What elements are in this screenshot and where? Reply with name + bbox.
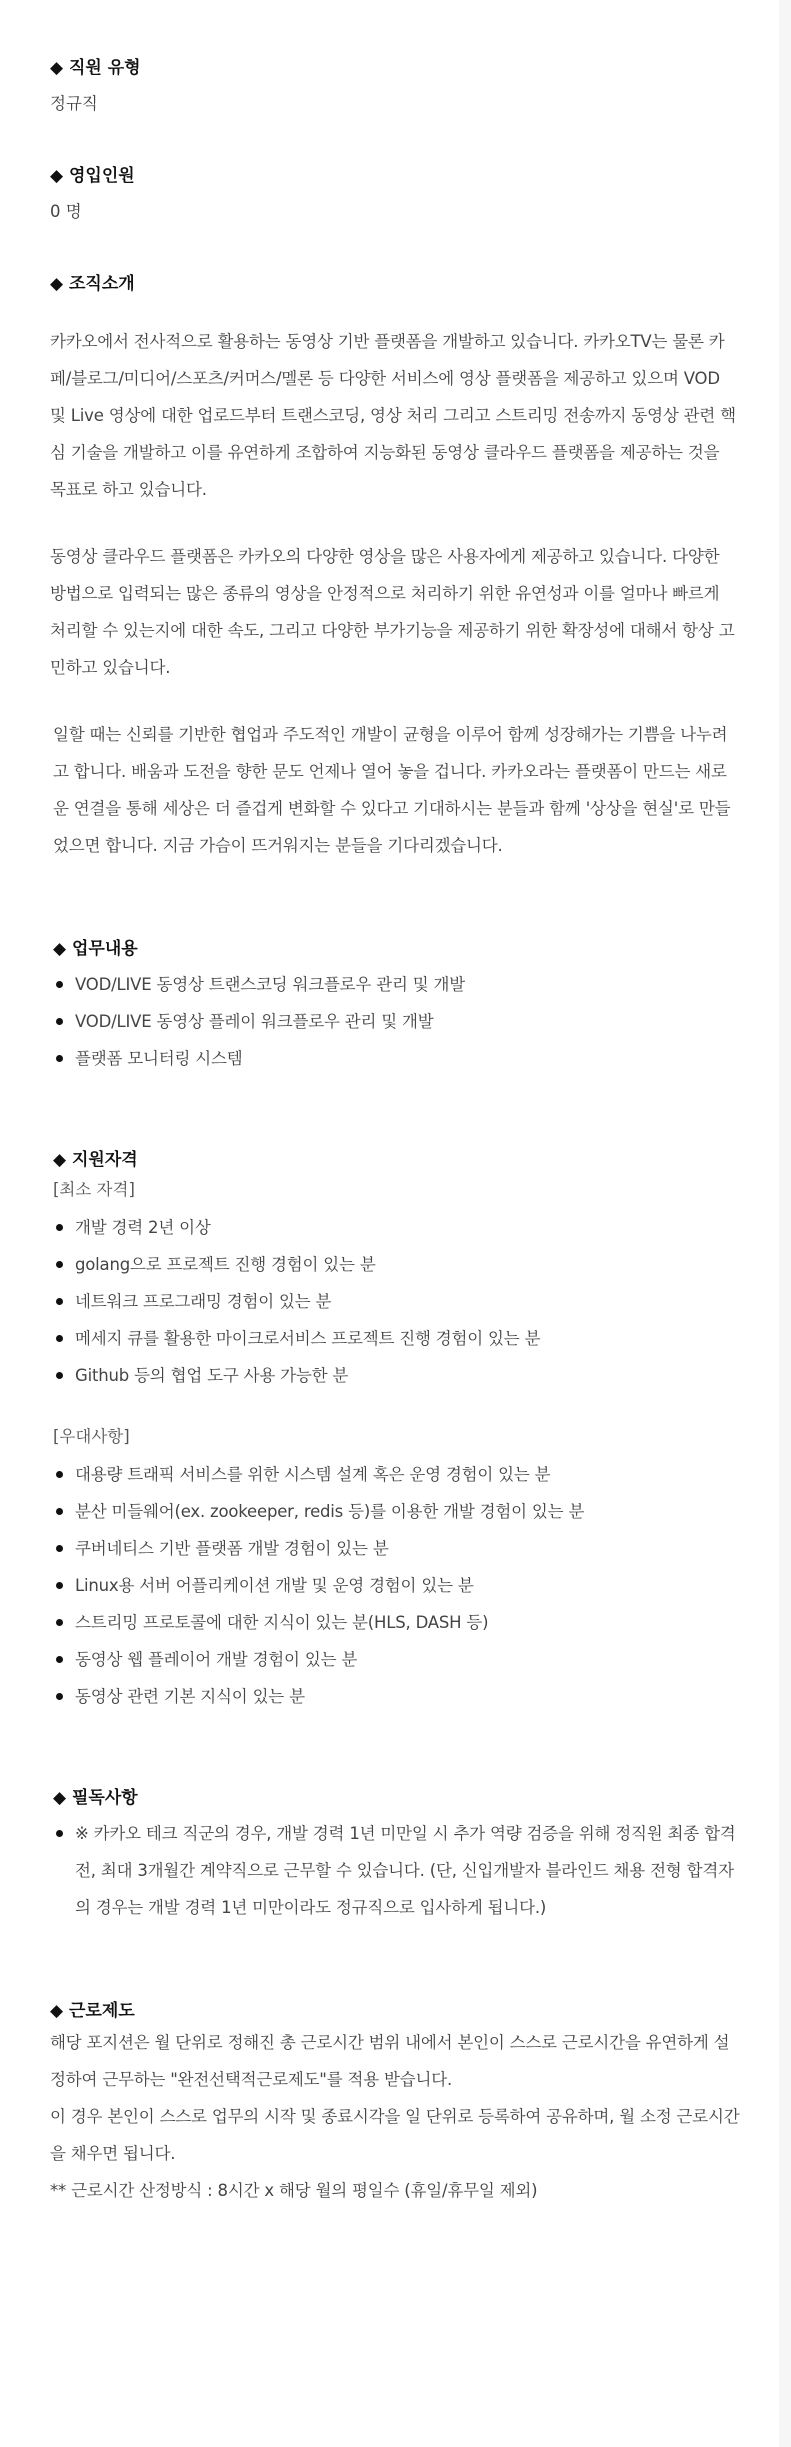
headcount-value: 0 명 — [50, 202, 82, 221]
duties-section — [50, 936, 740, 1077]
org-intro-paragraph: 카카오에서 전사적으로 활용하는 동영상 기반 플랫폼을 개발하고 있습니다. 카카오TV는 물론 카페/블로그/미디어/스포츠/커머스/멜론 등 다양한 서비스에 영상 플랫폼을 제공하고 있으며 VOD 및 Live 영상에 대한 업로드부터 트랜스코딩, 영상 처리 그리고 스트리밍 전송까지 동영상 관련 핵심 기술을 개발하고 이를 유연하게 조합하여 지능화된 동영상 클라우드 플랫폼을 제공하는 것을 목표로 하고 있습니다. — [50, 332, 736, 499]
right-edge-strip — [779, 0, 791, 2447]
list-item: 네트워크 프로그래밍 경험이 있는 분 — [53, 1283, 740, 1320]
list-item: Github 등의 협업 도구 사용 가능한 분 — [53, 1357, 740, 1394]
list-item: 분산 미들웨어(ex. zookeeper, redis 등)를 이용한 개발 경험이 있는 분 — [53, 1493, 740, 1530]
list-item: VOD/LIVE 동영상 트랜스코딩 워크플로우 관리 및 개발 — [53, 966, 740, 1003]
minimum-qualifications-label: [최소 자격] — [53, 1180, 135, 1199]
minimum-qualifications-list — [53, 1209, 740, 1394]
org-intro-section — [50, 271, 740, 864]
employment-type-value: 정규직 — [50, 94, 98, 113]
list-item: VOD/LIVE 동영상 플레이 워크플로우 관리 및 개발 — [53, 1003, 740, 1040]
employment-type-heading: ◆ 직원 유형 — [50, 58, 141, 78]
work-system-section — [50, 1998, 740, 2209]
list-item: 동영상 웹 플레이어 개발 경험이 있는 분 — [53, 1641, 740, 1678]
headcount-heading: ◆ 영입인원 — [50, 166, 135, 186]
notice-heading: ◆ 필독사항 — [53, 1788, 138, 1808]
employment-type-section — [50, 55, 740, 117]
notice-list — [53, 1815, 740, 1926]
work-system-line: 해당 포지션은 월 단위로 정해진 총 근로시간 범위 내에서 본인이 스스로 근로시간을 유연하게 설정하여 근무하는 "완전선택적근로제도"를 적용 받습니다. — [50, 2033, 730, 2089]
list-item: 쿠버네티스 기반 플랫폼 개발 경험이 있는 분 — [53, 1530, 740, 1567]
list-item: 스트리밍 프로토콜에 대한 지식이 있는 분(HLS, DASH 등) — [53, 1604, 740, 1641]
list-item: 메세지 큐를 활용한 마이크로서비스 프로젝트 진행 경험이 있는 분 — [53, 1320, 740, 1357]
preferred-qualifications-label: [우대사항] — [53, 1427, 130, 1446]
list-item: ※ 카카오 테크 직군의 경우, 개발 경력 1년 미만일 시 추가 역량 검증을 위해 정직원 최종 합격 전, 최대 3개월간 계약직으로 근무할 수 있습니다. (단, 신입개발자 블라인드 채용 전형 합격자의 경우는 개발 경력 1년 미만이라도 정규직으로 입사하게 됩니다.) — [53, 1815, 740, 1926]
work-system-heading: ◆ 근로제도 — [50, 2001, 135, 2021]
preferred-qualifications-list — [53, 1456, 740, 1715]
list-item: 개발 경력 2년 이상 — [53, 1209, 740, 1246]
qualifications-heading: ◆ 지원자격 — [53, 1150, 138, 1170]
qualifications-section — [50, 1147, 740, 1715]
org-intro-paragraph: 일할 때는 신뢰를 기반한 협업과 주도적인 개발이 균형을 이루어 함께 성장해가는 기쁨을 나누려고 합니다. 배움과 도전을 향한 문도 언제나 열어 놓을 겁니다. 카카오라는 플랫폼이 만드는 새로운 연결을 통해 세상은 더 즐겁게 변화할 수 있다고 기대하시는 분들과 함께 '상상을 현실'로 만들었으면 합니다. 지금 가슴이 뜨거워지는 분들을 기다리겠습니다. — [53, 725, 731, 855]
org-intro-paragraph: 동영상 클라우드 플랫폼은 카카오의 다양한 영상을 많은 사용자에게 제공하고 있습니다. 다양한 방법으로 입력되는 많은 종류의 영상을 안정적으로 처리하기 위한 유연성과 이를 얼마나 빠르게 처리할 수 있는지에 대한 속도, 그리고 다양한 부가기능을 제공하기 위한 확장성에 대해서 항상 고민하고 있습니다. — [50, 547, 735, 677]
work-system-line: 이 경우 본인이 스스로 업무의 시작 및 종료시각을 일 단위로 등록하여 공유하며, 월 소정 근로시간을 채우면 됩니다. — [50, 2107, 740, 2163]
list-item: 동영상 관련 기본 지식이 있는 분 — [53, 1678, 740, 1715]
org-intro-heading: ◆ 조직소개 — [50, 274, 135, 294]
duties-heading: ◆ 업무내용 — [53, 939, 138, 959]
list-item: golang으로 프로젝트 진행 경험이 있는 분 — [53, 1246, 740, 1283]
headcount-section — [50, 163, 740, 225]
job-description — [50, 50, 740, 2209]
list-item: 플랫폼 모니터링 시스템 — [53, 1040, 740, 1077]
list-item: Linux용 서버 어플리케이션 개발 및 운영 경험이 있는 분 — [53, 1567, 740, 1604]
work-system-line: ** 근로시간 산정방식 : 8시간 x 해당 월의 평일수 (휴일/휴무일 제외) — [50, 2181, 538, 2200]
duties-list — [53, 966, 740, 1077]
list-item: 대용량 트래픽 서비스를 위한 시스템 설계 혹은 운영 경험이 있는 분 — [53, 1456, 740, 1493]
notice-section — [50, 1785, 740, 1926]
